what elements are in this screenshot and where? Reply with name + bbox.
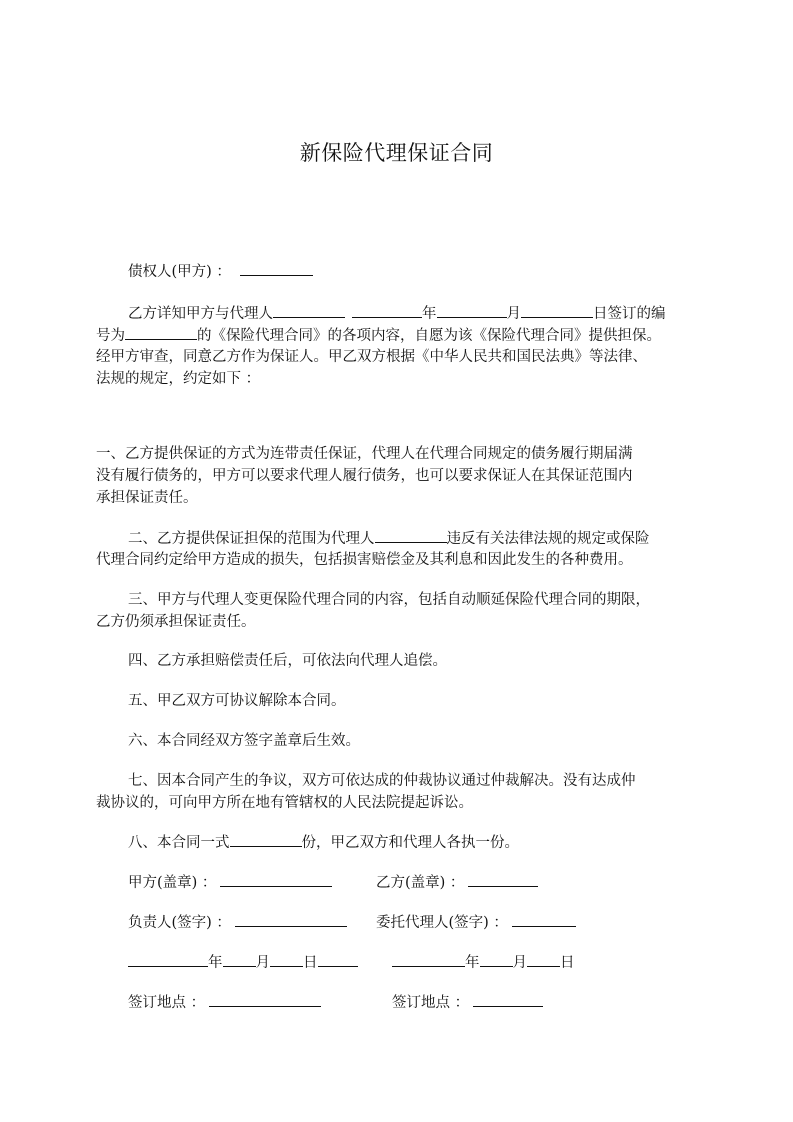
clause-6: 六、本合同经双方签字盖章后生效。 [128,733,360,749]
left-day-blank[interactable] [270,951,303,967]
num-prefix: 号为 [96,328,125,344]
date-row [128,951,702,974]
clause-1-line-1: 一、乙方提供保证的方式为连带责任保证，代理人在代理合同规定的债务履行期届满 [96,446,633,462]
agent-name-blank[interactable] [273,302,345,318]
place-right-blank[interactable] [473,991,543,1007]
clause-7-line-1: 七、因本合同产生的争议，双方可依达成的仲裁协议通过仲裁解决。没有达成仲 [128,773,636,789]
signature-row [128,911,702,934]
right-day-label: 日 [560,955,575,971]
party-a-seal-label: 甲方(盖章) ： [128,875,217,891]
agent-sign-blank[interactable] [512,911,576,927]
agent-scope-blank[interactable] [375,527,447,543]
creditor-line [128,260,702,283]
intro-line-3: 经甲方审查，同意乙方作为保证人。甲乙双方根据《中华人民共和国民法典》等法律、 [96,349,647,365]
clause-2-line-2: 代理合同约定给甲方造成的损失，包括损害赔偿金及其利息和因此发生的各种费用。 [96,552,633,568]
right-year-label: 年 [465,955,480,971]
place-left-label: 签订地点 ： [128,995,206,1011]
intro-line-1 [128,302,702,325]
num-suffix: 的《保险代理合同》的各项内容，自愿为该《保险代理合同》提供担保。 [197,328,661,344]
clause-8-text-b: 份，甲乙双方和代理人各执一份。 [301,835,519,851]
left-month-label: 月 [255,955,270,971]
clause-2-line-1 [128,527,702,550]
clause-5: 五、甲乙双方可协议解除本合同。 [128,693,346,709]
clause-4: 四、乙方承担赔偿责任后，可依法向代理人追偿。 [128,653,447,669]
creditor-blank[interactable] [240,260,313,276]
seal-row [128,871,702,894]
place-left-blank[interactable] [209,991,321,1007]
creditor-label: 债权人(甲方) ： [128,264,231,280]
date-month-blank[interactable] [437,302,507,318]
agent-sign-label: 委托代理人(签字) ： [376,915,508,931]
right-year-blank[interactable] [392,951,465,967]
clause-3-line-2: 乙方仍须承担保证责任。 [96,614,256,630]
copies-blank[interactable] [230,831,302,847]
month-label: 月 [506,306,521,322]
clause-2-text-a: 二、乙方提供保证担保的范围为代理人 [128,531,375,547]
date-year-blank[interactable] [352,302,422,318]
party-a-seal-blank[interactable] [220,871,332,887]
place-row [128,991,702,1014]
left-day-label: 日 [303,955,318,971]
intro-line-4: 法规的规定，约定如下 ： [96,371,261,387]
clause-8 [128,831,702,854]
intro-text-1: 乙方详知甲方与代理人 [128,306,273,322]
party-b-seal-label: 乙方(盖章) ： [376,875,465,891]
date-day-blank[interactable] [521,302,593,318]
party-b-seal-blank[interactable] [468,871,538,887]
clause-2-text-b: 违反有关法律法规的规定或保险 [446,531,650,547]
left-year-blank[interactable] [128,951,208,967]
document-title: 新保险代理保证合同 [299,141,494,165]
clause-3-line-1: 三、甲方与代理人变更保险代理合同的内容，包括自动顺延保险代理合同的期限， [128,592,650,608]
leader-sign-blank[interactable] [235,911,347,927]
clause-1-line-2: 没有履行债务的，甲方可以要求代理人履行债务，也可以要求保证人在其保证范围内 [96,468,633,484]
right-month-blank[interactable] [480,951,513,967]
contract-number-blank[interactable] [125,324,197,340]
left-month-blank[interactable] [223,951,256,967]
leader-sign-label: 负责人(签字) ： [128,915,231,931]
clause-7-line-2: 裁协议的，可向甲方所在地有管辖权的人民法院提起诉讼。 [96,795,473,811]
right-month-label: 月 [512,955,527,971]
year-label: 年 [422,306,437,322]
left-trailing-blank[interactable] [318,951,358,967]
intro-line-2 [96,324,702,347]
clause-8-text-a: 八、本合同一式 [128,835,230,851]
clause-1-line-3: 承担保证责任。 [96,490,198,506]
place-right-label: 签订地点 ： [392,995,470,1011]
day-signed-label: 日签订的编 [593,306,666,322]
left-year-label: 年 [208,955,223,971]
right-day-blank[interactable] [527,951,560,967]
